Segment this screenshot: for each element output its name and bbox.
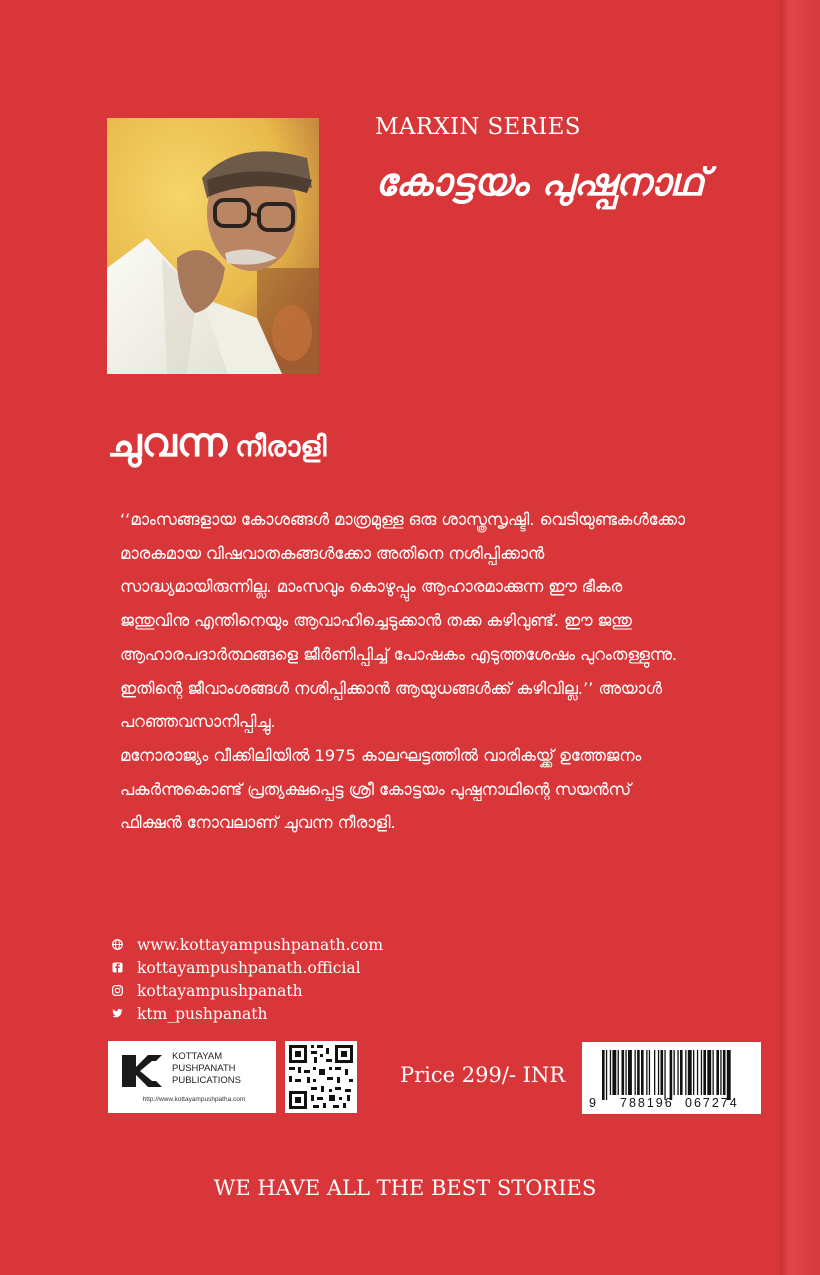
barcode-bar (610, 1050, 611, 1095)
barcode-bar (618, 1050, 619, 1095)
twitter-icon (112, 1008, 123, 1019)
barcode-bar (606, 1050, 607, 1100)
instagram-link[interactable]: kottayampushpanath (137, 981, 303, 1000)
instagram-icon (112, 985, 123, 996)
isbn-group-1: 788196 (620, 1096, 674, 1110)
blurb (120, 503, 685, 840)
publisher-url: http://www.kottayampushpatha.com (142, 1096, 246, 1103)
isbn-group-2: 067274 (685, 1096, 739, 1110)
barcode-bar (628, 1050, 632, 1095)
barcode-bar (697, 1050, 698, 1095)
barcode-bar (723, 1050, 726, 1095)
website-link[interactable]: www.kottayampushpanath.com (137, 935, 384, 954)
barcode-bar (646, 1050, 647, 1095)
publisher-name-line-1: KOTTAYAM (172, 1051, 223, 1062)
twitter-row (112, 1002, 383, 1025)
barcode-bar (720, 1050, 721, 1095)
website-row (112, 933, 383, 956)
facebook-icon (112, 962, 123, 973)
barcode-bar (677, 1050, 678, 1095)
isbn-barcode (582, 1042, 761, 1114)
barcode-bar (685, 1050, 686, 1095)
book-spine (780, 0, 820, 1275)
globe-icon (112, 939, 123, 950)
publisher-logo (108, 1041, 276, 1113)
barcode-bar (680, 1050, 683, 1095)
barcode-bar (661, 1050, 664, 1095)
isbn-lead-digit: 9 (589, 1096, 596, 1110)
barcode-bar (641, 1050, 644, 1095)
author-name: കോട്ടയം പുഷ്പനാഥ് (375, 160, 705, 204)
barcode-bar (670, 1050, 673, 1100)
blurb-paragraph-2: മനോരാജ്യം വീക്കിലിയിൽ 1975 കാലഘട്ടത്തിൽ വാരികയ്ക്ക് ഉത്തേജനം പകർന്നുകൊണ്ട് പ്രത്യക്ഷപ്പെട്ട ശ്രീ കോട്ടയം പുഷ്പനാഥിന്റെ സയൻസ് ഫിക്ഷൻ നോവലാണ് ചുവന്ന നീരാളി. (120, 745, 642, 833)
barcode-bar (716, 1050, 719, 1095)
barcode-bar (707, 1050, 711, 1095)
barcode-bar (693, 1050, 694, 1095)
book-title (107, 420, 326, 466)
qr-code (285, 1041, 357, 1113)
barcode-bar (674, 1050, 675, 1095)
social-links (112, 933, 383, 1025)
barcode-bar (688, 1050, 692, 1095)
book-title-word-1: ചുവന്ന (107, 420, 228, 466)
publisher-name-line-2: PUSHPANATH (172, 1063, 236, 1074)
barcode-bar (625, 1050, 626, 1095)
publisher-name (172, 1051, 241, 1087)
barcode-bar (664, 1050, 665, 1100)
series-name: MARXIN SERIES (375, 114, 581, 140)
blurb-paragraph-1: ‘‘മാംസങ്ങളായ കോശങ്ങൾ മാത്രമുള്ള ഒരു ശാസ്ത്രസൃഷ്ടി. വെടിയുണ്ടകൾക്കോ മാരകമായ വിഷവാതകങ്ങൾക്കോ അതിനെ നശിപ്പിക്കാൻ സാദ്ധ്യമായിരുന്നില്ല. മാംസവും കൊഴുപ്പും ആഹാരമാക്കുന്ന ഈ ഭീകര ജന്തുവിനു എന്തിനെയും ആവാഹിച്ചെടുക്കാൻ തക്ക കഴിവുണ്ട്. ഈ ജന്തു ആഹാരപദാർത്ഥങ്ങളെ ജീർണിപ്പിച്ച് പോഷകം എടുത്തശേഷം പുറംതള്ളുന്നു. ഇതിന്റെ ജീവാംശങ്ങൾ നശിപ്പിക്കാൻ ആയുധങ്ങൾക്ക് കഴിവില്ല.’’ അയാൾ പറഞ്ഞവസാനിപ്പിച്ചു. (120, 510, 685, 732)
facebook-link[interactable]: kottayampushpanath.official (137, 958, 361, 977)
barcode-bar (703, 1050, 706, 1095)
price: Price 299/- INR (400, 1063, 566, 1087)
barcode-bar (658, 1050, 659, 1095)
barcode-bar (602, 1050, 605, 1100)
facebook-row (112, 956, 383, 979)
publisher-emblem-icon (118, 1049, 166, 1093)
barcode-bar (649, 1050, 650, 1095)
barcode-bar (612, 1050, 616, 1095)
barcode-bar (713, 1050, 714, 1095)
publisher-name-line-3: PUBLICATIONS (172, 1075, 241, 1086)
barcode-bar (654, 1050, 655, 1095)
barcode-bar (622, 1050, 625, 1095)
instagram-row (112, 979, 383, 1002)
author-portrait (107, 118, 319, 374)
barcode-bar (727, 1050, 731, 1100)
twitter-link[interactable]: ktm_pushpanath (137, 1004, 268, 1023)
tagline: WE HAVE ALL THE BEST STORIES (213, 1176, 597, 1200)
barcode-bar (701, 1050, 702, 1095)
barcode-bar (637, 1050, 640, 1095)
book-title-word-2: നീരാളി (235, 430, 327, 463)
barcode-bar (635, 1050, 636, 1095)
